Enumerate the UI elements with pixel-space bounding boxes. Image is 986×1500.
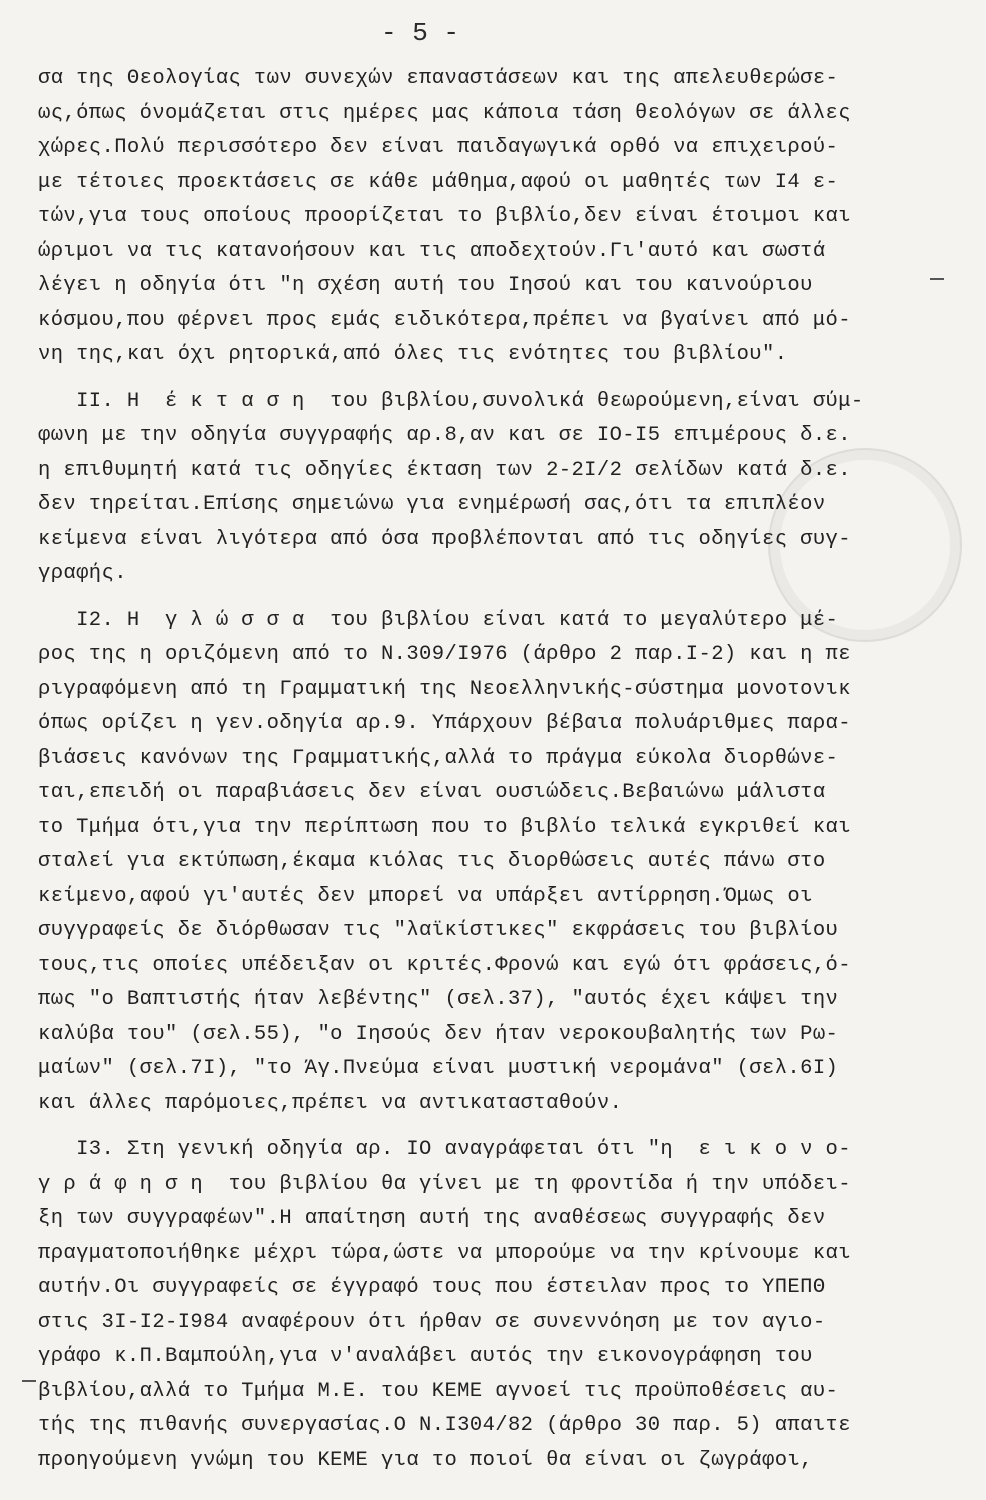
text-line: σα της Θεολογίας των συνεχών επαναστάσεων και της απελευθερώσε- [38, 67, 839, 90]
text-line: κείμενο,αφού γι'αυτές δεν μπορεί να υπάρξει αντίρρηση.Όμως οι [38, 884, 813, 908]
text-line: το Τμήμα ότι,για την περίπτωση που το βιβλίο τελικά εγκριθεί και [38, 815, 851, 839]
text-line: χώρες.Πολύ περισσότερο δεν είναι παιδαγωγικά ορθό να επιχειρού- [38, 136, 839, 159]
text-line: καλύβα του" (σελ.55), "ο Ιησούς δεν ήταν νεροκουβαλητής των Ρω- [38, 1022, 839, 1046]
text-line: νη της,και όχι ρητορικά,από όλες τις ενότητες του βιβλίου". [38, 343, 788, 366]
text-line: και άλλες παρόμοιες,πρέπει να αντικατασταθούν. [38, 1091, 623, 1115]
text-line: όπως ορίζει η γεν.οδηγία αρ.9. Υπάρχουν βέβαια πολυάριθμες παρα- [38, 712, 851, 735]
text-line: Ι3. Στη γενική οδηγία αρ. ΙΟ αναγράφεται ότι "η ε ι κ ο ν ο- [38, 1138, 851, 1161]
text-line: ρος της η οριζόμενη από το Ν.309/Ι976 (άρθρο 2 παρ.Ι-2) και η πε [38, 643, 851, 666]
paragraph-gap [38, 592, 958, 604]
margin-mark [22, 1380, 36, 1382]
text-line: βιάσεις κανόνων της Γραμματικής,αλλά το πράγμα εύκολα διορθώνε- [38, 746, 839, 770]
text-line: τών,για τους οποίους προορίζεται το βιβλίο,δεν είναι έτοιμοι και [38, 205, 851, 228]
text-line: λέγει η οδηγία ότι "η σχέση αυτή του Ιησού και του καινούριου [38, 274, 813, 297]
text-line: με τέτοιες προεκτάσεις σε κάθε μάθημα,αφού οι μαθητές των Ι4 ε- [38, 170, 839, 194]
page-number: - 5 - [380, 18, 459, 48]
text-line: γραφής. [38, 562, 127, 585]
text-line: η επιθυμητή κατά τις οδηγίες έκταση των 2-2Ι/2 σελίδων κατά δ.ε. [38, 458, 851, 482]
text-line: Ι2. Η γ λ ώ σ σ α του βιβλίου είναι κατά το μεγαλύτερο μέ- [38, 608, 839, 632]
text-line: ται,επειδή οι παραβιάσεις δεν είναι ουσιώδεις.Βεβαιώνω μάλιστα [38, 781, 826, 804]
text-line: προηγούμενη γνώμη του ΚΕΜΕ για το ποιοί θα είναι οι ζωγράφοι, [38, 1448, 813, 1472]
typed-body-text [38, 62, 958, 1478]
text-line: πως "ο Βαπτιστής ήταν λεβέντης" (σελ.37), "αυτός έχει κάψει την [38, 988, 839, 1011]
text-line: πραγματοποιήθηκε μέχρι τώρα,ώστε να μπορούμε να την κρίνουμε και [38, 1241, 851, 1265]
text-line: αυτήν.Οι συγγραφείς σε έγγραφό τους που έστειλαν προς το ΥΠΕΠΘ [38, 1276, 826, 1299]
text-line: ξη των συγγραφέων".Η απαίτηση αυτή της αναθέσεως συγγραφής δεν [38, 1207, 826, 1230]
text-line: ΙΙ. Η έ κ τ α σ η του βιβλίου,συνολικά θεωρούμενη,είναι σύμ- [38, 389, 864, 413]
text-line: τους,τις οποίες υπέδειξαν οι κριτές.Φρονώ και εγώ ότι φράσεις,ό- [38, 953, 851, 977]
text-line: φωνη με την οδηγία συγγραφής αρ.8,αν και σε ΙΟ-Ι5 επιμέρους δ.ε. [38, 424, 851, 447]
text-line: δεν τηρείται.Επίσης σημειώνω για ενημέρωσή σας,ότι τα επιπλέον [38, 493, 826, 516]
text-line: γ ρ ά φ η σ η του βιβλίου θα γίνει με τη φροντίδα ή την υπόδει- [38, 1172, 851, 1196]
text-line: ώριμοι να τις κατανοήσουν και τις αποδεχτούν.Γι'αυτό και σωστά [38, 239, 826, 263]
text-line: σταλεί για εκτύπωση,έκαμα κιόλας τις διορθώσεις αυτές πάνω στο [38, 850, 826, 873]
text-line: ριγραφόμενη από τη Γραμματική της Νεοελληνικής-σύστημα μονοτονικ [38, 677, 851, 701]
text-line: συγγραφείς δε διόρθωσαν τις "λαϊκίστικες" εκφράσεις του βιβλίου [38, 919, 839, 942]
text-line: κόσμου,που φέρνει προς εμάς ειδικότερα,πρέπει να βγαίνει από μό- [38, 308, 851, 332]
text-line: γράφο κ.Π.Βαμπούλη,για ν'αναλάβει αυτός την εικονογράφηση του [38, 1345, 813, 1368]
text-line: μαίων" (σελ.7Ι), "το Άγ.Πνεύμα είναι μυστική νερομάνα" (σελ.6Ι) [38, 1057, 839, 1080]
paragraph-gap [38, 1121, 958, 1133]
text-line: τής της πιθανής συνεργασίας.Ο Ν.Ι304/82 (άρθρο 30 παρ. 5) απαιτε [38, 1414, 851, 1437]
text-line: ως,όπως όνομάζεται στις ημέρες μας κάποια τάση θεολόγων σε άλλες [38, 101, 851, 125]
paragraph-gap [38, 373, 958, 385]
text-line: βιβλίου,αλλά το Τμήμα Μ.Ε. του ΚΕΜΕ αγνοεί τις προϋποθέσεις αυ- [38, 1379, 839, 1403]
text-line: στις 3Ι-Ι2-Ι984 αναφέρουν ότι ήρθαν σε συνεννόηση με τον αγιο- [38, 1310, 826, 1334]
text-line: κείμενα είναι λιγότερα από όσα προβλέπονται από τις οδηγίες συγ- [38, 527, 851, 551]
